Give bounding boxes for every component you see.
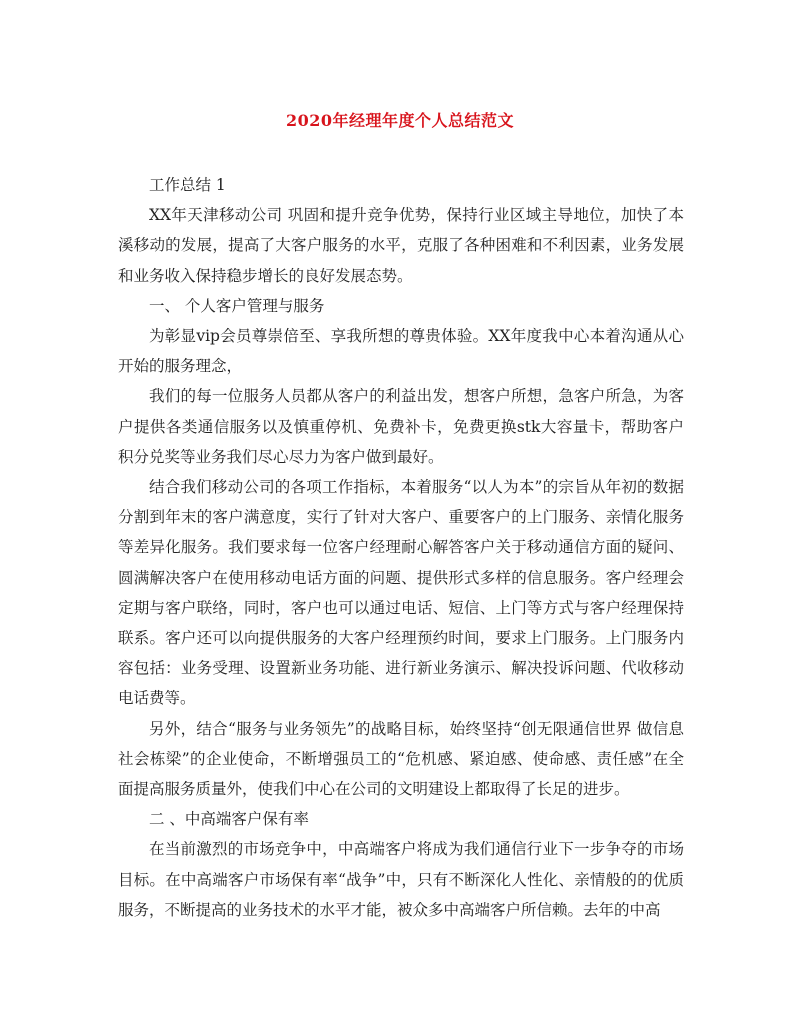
document-title: 2020年经理年度个人总结范文	[285, 111, 515, 130]
section-heading-high-end-retention: 二 、中高端客户保有率	[149, 810, 309, 829]
section-heading-work-summary: 工作总结 1	[149, 176, 226, 194]
document-body	[118, 170, 684, 925]
paragraph-work-indicators: 结合我们移动公司的各项工作指标，本着服务“以人为本”的宗旨从年初的数据分割到年末的客户满意度，实行了针对大客户、重要客户的上门服务、亲情化服务等差异化服务。我们要求每一位客户经理耐心解答客户关于移动通信方面的疑问、圆满解决客户在使用移动电话方面的问题、提供形式多样的信息服务。客户经理会定期与客户联络，同时，客户也可以通过电话、短信、上门等方式与客户经理保持联系。客户还可以向提供服务的大客户经理预约时间，要求上门服务。上门服务内容包括：业务受理、设置新业务功能、进行新业务演示、解决投诉问题、代收移动电话费等。	[118, 478, 684, 708]
paragraph-vip-service: 为彰显vip会员尊崇倍至、享我所想的尊贵体验。XX年度我中心本着沟通从心开始的服务理念，	[118, 327, 684, 376]
section-heading-personal-customer: 一、 个人客户管理与服务	[149, 296, 325, 315]
paragraph-market-competition: 在当前激烈的市场竞争中，中高端客户将成为我们通信行业下一步争夺的市场目标。在中高端客户市场保有率“战争”中，只有不断深化人性化、亲情般的的优质服务，不断提高的业务技术的水平才能，被众多中高端客户所信赖。去年的中高	[118, 840, 684, 919]
paragraph-service-staff: 我们的每一位服务人员都从客户的利益出发，想客户所想，急客户所急，为客户提供各类通信服务以及慎重停机、免费补卡，免费更换stk大容量卡，帮助客户积分兑奖等业务我们尽心尽力为客户做到最好。	[118, 387, 684, 466]
paragraph-intro: XX年天津移动公司 巩固和提升竞争优势，保持行业区域主导地位，加快了本溪移动的发展，提高了大客户服务的水平，克服了各种困难和不利因素，业务发展和业务收入保持稳步增长的良好发展态势。	[118, 206, 684, 285]
paragraph-strategy: 另外，结合“服务与业务领先”的战略目标，始终坚持“创无限通信世界 做信息社会栋梁”的企业使命，不断增强员工的“危机感、紧迫感、使命感、责任感”在全面提高服务质量外，使我们中心在公司的文明建设上都取得了长足的进步。	[118, 719, 684, 799]
